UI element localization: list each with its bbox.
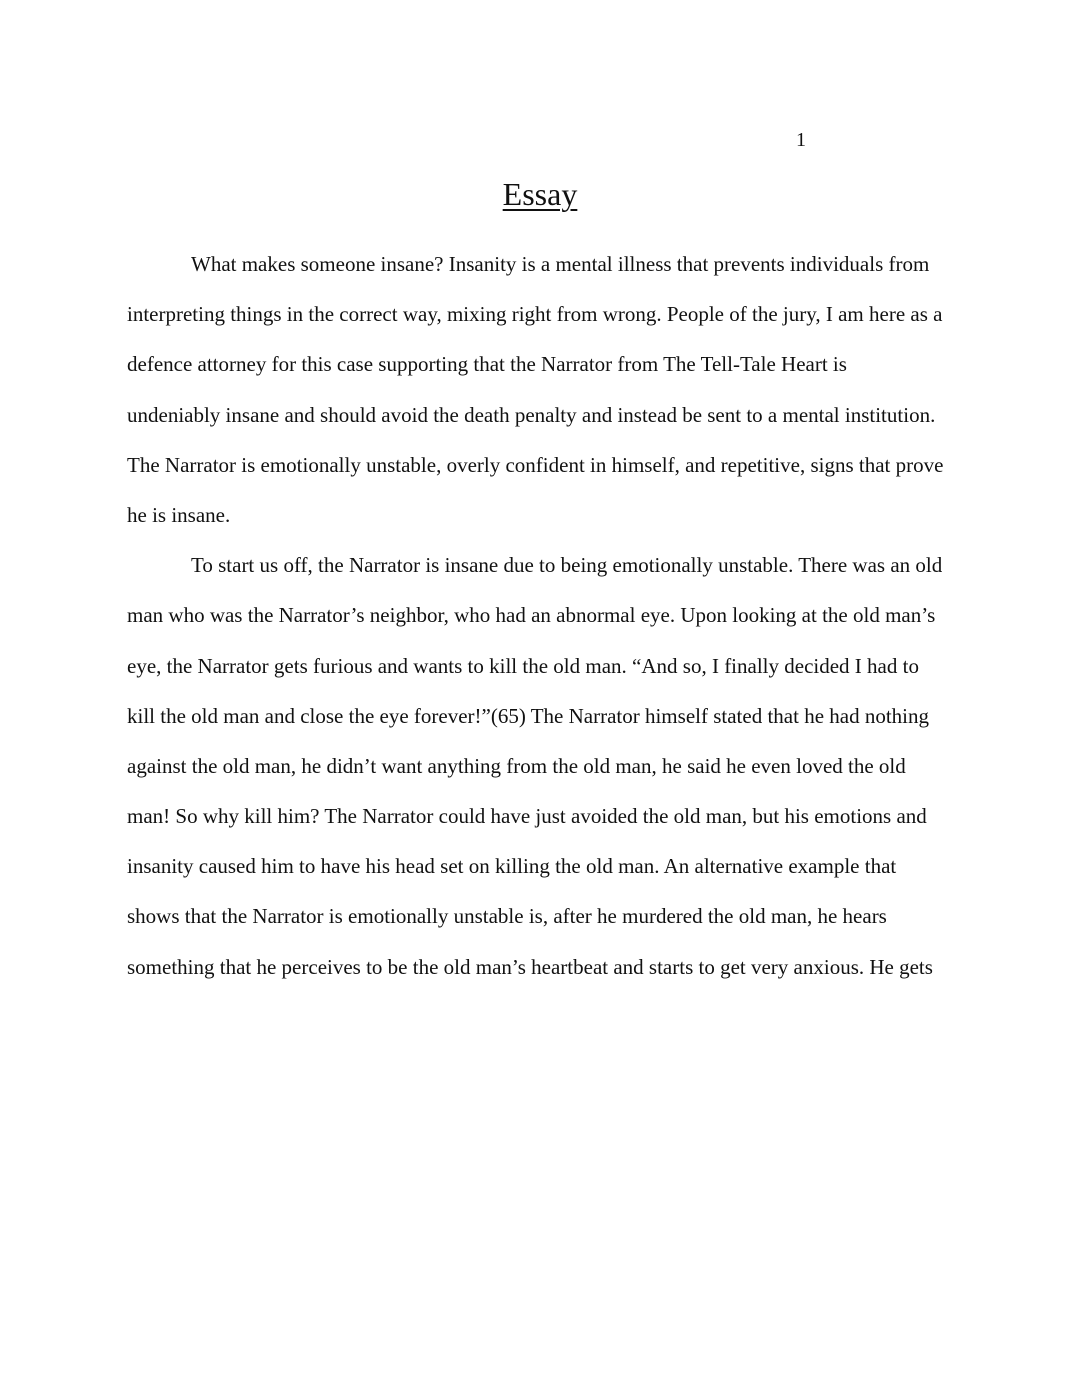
paragraph-introduction [127, 249, 957, 550]
text-line: shows that the Narrator is emotionally unstable is, after he murdered the old man, he hears [127, 904, 887, 929]
text-line: To start us off, the Narrator is insane due to being emotionally unstable. There was an old [191, 553, 943, 578]
text-line: defence attorney for this case supporting that the Narrator from The Tell-Tale Heart is [127, 352, 847, 377]
essay-title-text: Essay [502, 176, 578, 212]
text-line: he is insane. [127, 502, 231, 527]
page-number: 1 [796, 129, 806, 151]
paragraph-body-1 [127, 550, 957, 1002]
text-line: The Narrator is emotionally unstable, overly confident in himself, and repetitive, signs that prove [127, 452, 944, 477]
text-line: something that he perceives to be the old man’s heartbeat and starts to get very anxious. He gets [127, 954, 933, 979]
text-line: interpreting things in the correct way, mixing right from wrong. People of the jury, I am here as a [127, 302, 943, 327]
text-line: kill the old man and close the eye forever!”(65) The Narrator himself stated that he had nothing [127, 703, 929, 728]
text-line: undeniably insane and should avoid the death penalty and instead be sent to a mental institution. [127, 402, 936, 427]
essay-body [127, 249, 957, 1002]
text-line: eye, the Narrator gets furious and wants to kill the old man. “And so, I finally decided I had to [127, 653, 919, 678]
text-line: man! So why kill him? The Narrator could have just avoided the old man, but his emotions and [127, 804, 927, 829]
text-line: against the old man, he didn’t want anything from the old man, he said he even loved the old [127, 753, 906, 778]
essay-title [0, 174, 1080, 214]
text-line: man who was the Narrator’s neighbor, who had an abnormal eye. Upon looking at the old man’s [127, 603, 936, 628]
text-line: What makes someone insane? Insanity is a mental illness that prevents individuals from [191, 252, 930, 276]
text-line: insanity caused him to have his head set on killing the old man. An alternative example that [127, 854, 897, 879]
